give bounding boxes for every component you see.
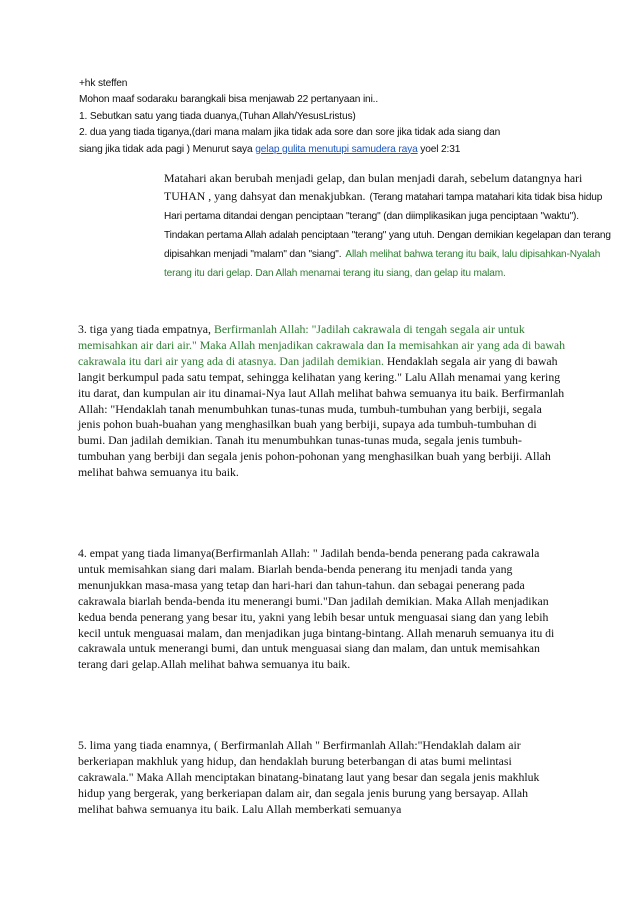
paragraph-3-highlight: Berfirmanlah Allah: "Jadilah cakrawala di tengah segala air untuk memisahkan air dari air." Maka Allah menjadikan cakrawala dan Ia memisahkan air yang ada di bawah cakrawala itu dari air yang ada di atasnya. Dan jadilah demikian.: [78, 322, 565, 368]
verse-link[interactable]: gelap gulita menutupi samudera raya: [255, 143, 418, 155]
question-2-line-1: 2. dua yang tiada tiganya,(dari mana malam jika tidak ada sore dan sore jika tidak ada siang dan: [79, 127, 501, 139]
paragraph-5-text: 5. lima yang tiada enamnya, ( Berfirmanlah Allah " Berfirmanlah Allah:"Hendaklah dalam air berkeriapan makhluk yang hidup, dan hendaklah burung beterbangan di atas bumi melintasi cakrawala." Maka Allah menciptakan binatang-binatang laut yang besar dan segala jenis makhluk hidup yang bergerak, yang berkeriapan dalam air, dan segala jenis burung yang bersayap. Allah melihat bahwa semuanya itu baik. Lalu Allah memberkati semuanya: [78, 738, 540, 816]
verse-reference: yoel 2:31: [417, 143, 461, 155]
highlighted-verse: Allah melihat bahwa terang itu baik, lalu dipisahkan-Nyalah terang itu dari gelap. Dan Allah menamai terang itu siang, dan gelap itu malam.: [164, 249, 601, 279]
quoted-verse-block: [164, 169, 616, 282]
question-2-text: siang jika tidak ada pagi ) Menurut saya: [79, 143, 256, 155]
commentary-text: (Terang matahari tampa matahari kita tidak bisa hidup Hari pertama ditandai dengan penciptaan "terang" (dan diimplikasikan juga penciptaan "waktu"). Tindakan pertama Allah adalah penciptaan "terang" yang utuh. Dengan demikian kegelapan dan terang dipisahkan menjadi "malam" dan "siang".: [164, 192, 611, 260]
verse-text: Matahari akan berubah menjadi gelap, dan bulan menjadi darah, sebelum datangnya hari TUHAN , yang dahsyat dan menakjubkan.: [164, 171, 583, 203]
question-2-line-2: [79, 142, 579, 158]
paragraph-3-rest: Hendaklah segala air yang di bawah langit berkumpul pada satu tempat, sehingga kelihatan yang kering." Lalu Allah menamai yang kering itu darat, dan kumpulan air itu dinamai-Nya laut Allah melihat bahwa semuanya itu baik. Berfirmanlah Allah: "Hendaklah tanah menumbuhkan tunas-tunas muda, tumbuh-tumbuhan yang berbiji, segala jenis pohon buah-buahan yang menghasilkan buah yang berbiji, supaya ada tumbuh-tumbuhan di bumi. Dan jadilah demikian. Tanah itu menumbuhkan tunas-tunas muda, segala jenis tumbuh-tumbuhan yang berbiji dan segala jenis pohon-pohonan yang menghasilkan buah yang berbiji. Allah melihat bahwa semuanya itu baik.: [78, 353, 565, 480]
question-1: 1. Sebutkan satu yang tiada duanya,(Tuhan Allah/YesusLristus): [79, 110, 356, 122]
paragraph-3-start: 3. tiga yang tiada empatnya,: [78, 322, 214, 336]
paragraph-3: [78, 322, 566, 481]
author-line: +hk steffen: [79, 78, 128, 89]
paragraph-5: [78, 738, 566, 818]
paragraph-4-text: 4. empat yang tiada limanya(Berfirmanlah Allah: " Jadilah benda-benda penerang pada cakrawala untuk memisahkan siang dari malam. Biarlah benda-benda penerang itu menjadi tanda yang menunjukkan masa-masa yang tetap dan hari-hari dan tahun-tahun. dan sebagai penerang pada cakrawala biarlah benda-benda itu menerangi bumi."Dan jadilah demikian. Maka Allah menjadikan kedua benda penerang yang besar itu, yakni yang lebih besar untuk menguasai siang dan yang lebih kecil untuk menguasai malam, dan menjadikan juga bintang-bintang. Allah menaruh semuanya itu di cakrawala untuk menerangi bumi, dan untuk menguasai siang dan malam, dan untuk memisahkan terang dari gelap.Allah melihat bahwa semuanya itu baik.: [78, 546, 555, 672]
header-block: [79, 76, 579, 158]
paragraph-4: [78, 546, 566, 673]
intro-line: Mohon maaf sodaraku barangkali bisa menjawab 22 pertanyaan ini..: [79, 94, 379, 106]
